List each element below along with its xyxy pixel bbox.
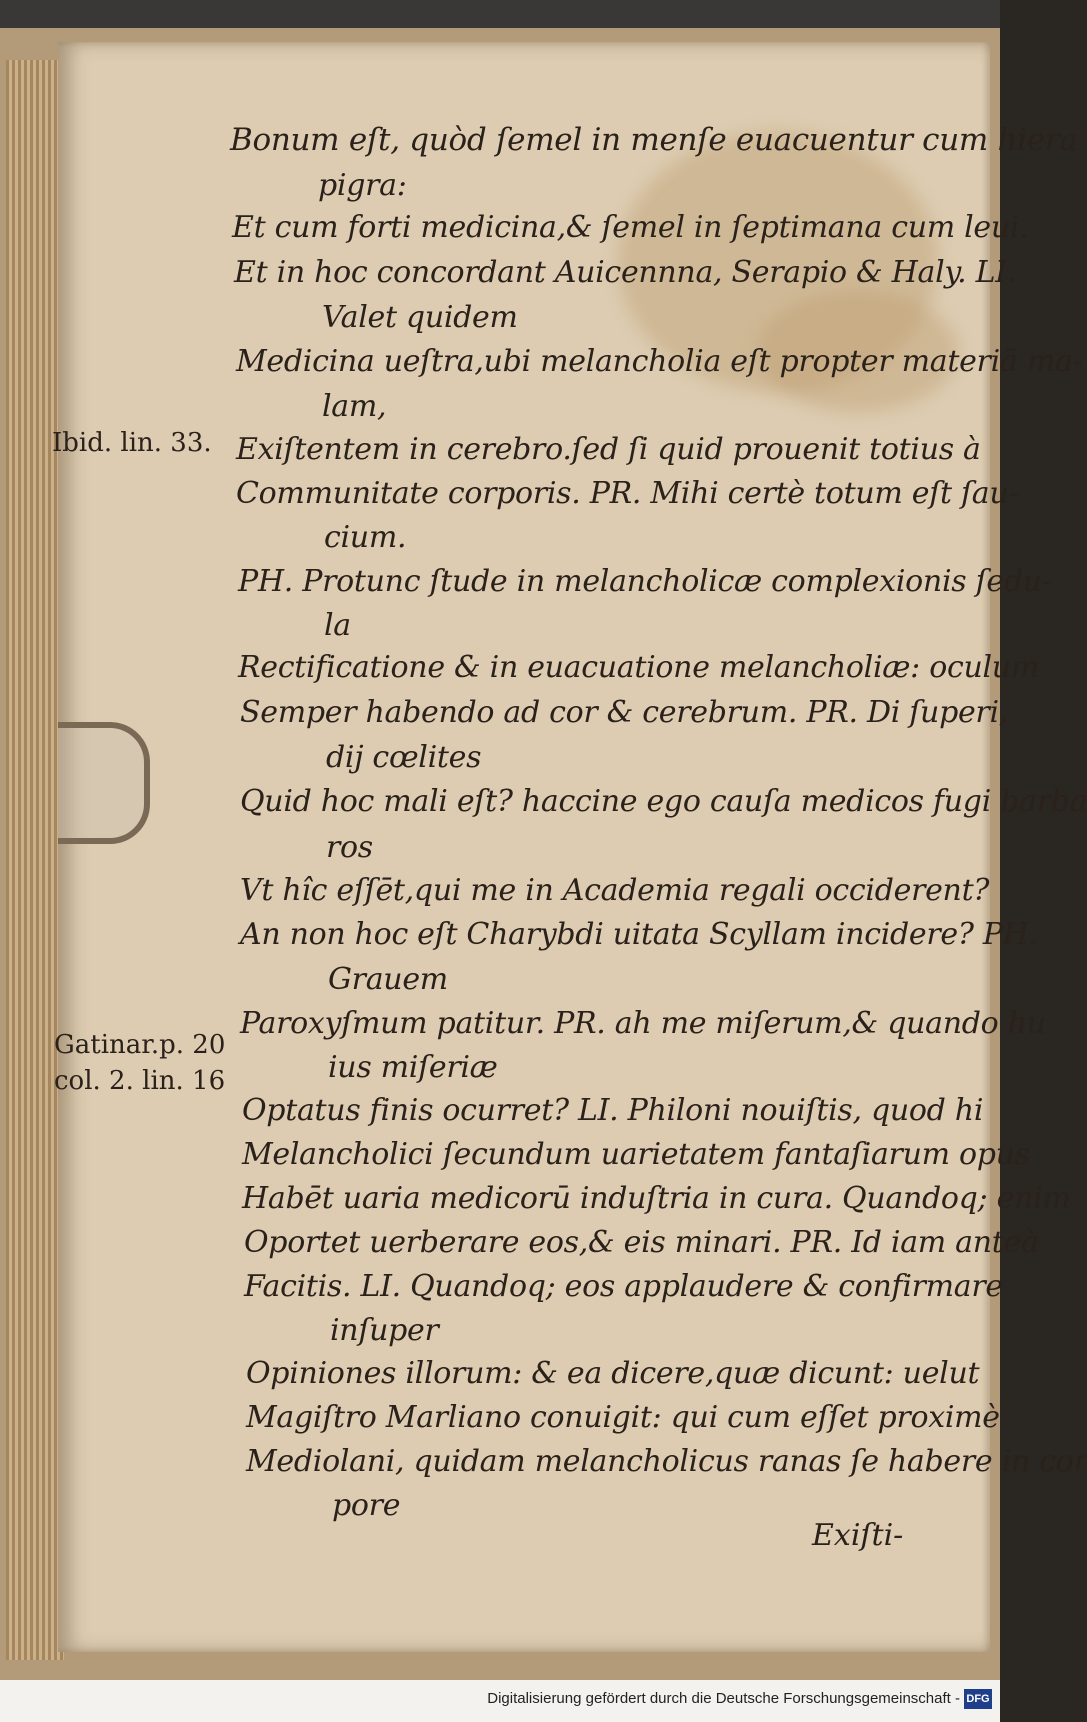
text-line: Et in hoc concordant Auicennna, Serapio & Haly. LI.	[234, 255, 1016, 290]
text-line: Habēt uaria medicorū induſtria in cura. Quandoq; enim	[242, 1181, 1071, 1216]
text-line: dij cœlites	[326, 740, 482, 775]
text-line: lam,	[322, 389, 387, 424]
page-edges	[6, 60, 64, 1660]
text-line: Quid hoc mali eſt? haccine ego cauſa medicos fugi barba	[240, 784, 1087, 819]
text-line: ros	[326, 830, 373, 865]
text-line: An non hoc eſt Charybdi uitata Scyllam incidere? PH.	[240, 917, 1038, 952]
text-line: Rectificatione & in euacuatione melancholiæ: oculum	[238, 650, 1039, 685]
text-line: pigra:	[318, 168, 407, 203]
margin-note: Ibid. lin. 33.	[52, 428, 212, 458]
text-line: Optatus finis ocurret? LI. Philoni nouiſtis, quod hi	[242, 1093, 984, 1128]
text-line: Semper habendo ad cor & cerebrum. PR. Di ſuperi,	[240, 695, 1009, 730]
text-line: Melancholici ſecundum uarietatem fantaſiarum opus	[242, 1137, 1030, 1172]
text-line: Opiniones illorum: & ea dicere,quæ dicunt: uelut	[246, 1356, 980, 1391]
text-line: Et cum forti medicina,& ſemel in ſeptimana cum leui.	[232, 210, 1029, 245]
text-line: Mediolani, quidam melancholicus ranas ſe habere in cor	[246, 1444, 1087, 1479]
text-line: Valet quidem	[322, 300, 518, 335]
margin-note: Gatinar.p. 20	[54, 1030, 226, 1060]
text-line: Vt hîc eſſēt,qui me in Academia regali occiderent?	[240, 873, 990, 908]
footer-credit: Digitalisierung gefördert durch die Deutsche Forschungsgemeinschaft -	[487, 1690, 960, 1707]
text-line: Facitis. LI. Quandoq; eos applaudere & confirmare	[244, 1269, 1003, 1304]
text-line: Bonum eſt, quòd ſemel in menſe euacuentur cum hiera	[230, 122, 1078, 158]
text-line: Magiſtro Marliano conuigit: qui cum eſſet proximè	[246, 1400, 1000, 1435]
text-line: cium.	[324, 520, 407, 555]
text-line: Grauem	[328, 962, 448, 997]
text-line: Oportet uerberare eos,& eis minari. PR. Id iam anteà	[244, 1225, 1039, 1260]
footer-bar	[0, 1680, 1000, 1722]
text-line: Medicina ueſtra,ubi melancholia eſt propter materiā ma-	[236, 344, 1083, 379]
dfg-logo: DFG	[964, 1689, 992, 1709]
text-line: PH. Protunc ſtude in melancholicæ complexionis ſedu-	[238, 564, 1052, 599]
text-line: inſuper	[330, 1313, 439, 1348]
text-line: ius miſeriæ	[328, 1050, 498, 1085]
catchword: Exiſti-	[812, 1518, 904, 1553]
text-line: Paroxyſmum patitur. PR. ah me miſerum,& quando hu	[240, 1006, 1046, 1041]
text-line: Exiſtentem in cerebro.ſed ſi quid prouenit totius à	[236, 432, 981, 467]
text-line: pore	[332, 1488, 401, 1523]
text-line: Communitate corporis. PR. Mihi certè totum eſt ſau-	[236, 476, 1019, 511]
clasp-mark	[58, 722, 150, 844]
margin-note: col. 2. lin. 16	[54, 1066, 226, 1096]
text-line: la	[324, 608, 351, 643]
